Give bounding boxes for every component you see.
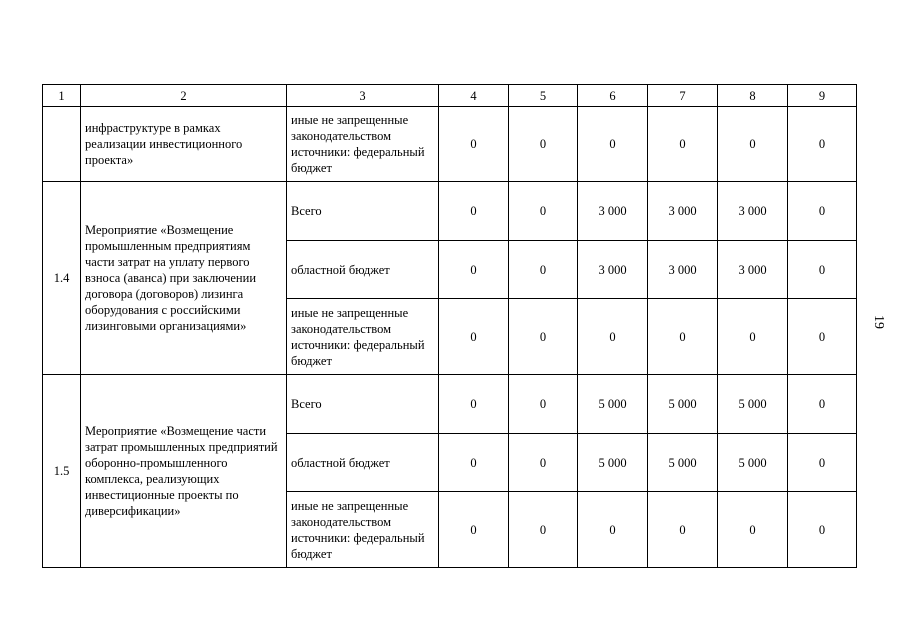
- value-cell: 0: [439, 107, 509, 182]
- value-cell: 0: [788, 492, 857, 568]
- value-cell: 0: [788, 107, 857, 182]
- header-cell: 5: [509, 85, 578, 107]
- value-cell: 0: [509, 492, 578, 568]
- value-cell: 3 000: [718, 182, 788, 241]
- header-cell: 7: [648, 85, 718, 107]
- value-cell: 0: [509, 434, 578, 492]
- value-cell: 3 000: [578, 182, 648, 241]
- funding-source: Всего: [287, 375, 439, 434]
- row-number-cell: 1.5: [43, 375, 81, 568]
- value-cell: 0: [439, 299, 509, 375]
- funding-source: Всего: [287, 182, 439, 241]
- budget-table: [42, 84, 857, 568]
- value-cell: 0: [648, 299, 718, 375]
- value-cell: 5 000: [718, 375, 788, 434]
- value-cell: 0: [509, 182, 578, 241]
- value-cell: 0: [578, 107, 648, 182]
- value-cell: 0: [718, 492, 788, 568]
- value-cell: 0: [439, 375, 509, 434]
- funding-source: иные не запрещенные законодательством источники: федеральный бюджет: [287, 107, 439, 182]
- row-number-cell: [43, 107, 81, 182]
- header-cell: 1: [43, 85, 81, 107]
- page-number: 19: [871, 315, 886, 329]
- value-cell: 0: [509, 241, 578, 299]
- value-cell: 0: [788, 182, 857, 241]
- table-header-row: [43, 85, 857, 107]
- header-cell: 2: [81, 85, 287, 107]
- value-cell: 0: [509, 299, 578, 375]
- value-cell: 0: [439, 241, 509, 299]
- header-cell: 9: [788, 85, 857, 107]
- table-row: [43, 182, 857, 241]
- funding-source: иные не запрещенные законодательством источники: федеральный бюджет: [287, 492, 439, 568]
- value-cell: 0: [509, 375, 578, 434]
- activity-description: инфраструктуре в рамках реализации инвестиционного проекта»: [81, 107, 287, 182]
- value-cell: 0: [788, 299, 857, 375]
- value-cell: 0: [439, 492, 509, 568]
- funding-source: иные не запрещенные законодательством источники: федеральный бюджет: [287, 299, 439, 375]
- table-row: [43, 375, 857, 434]
- row-number-cell: 1.4: [43, 182, 81, 375]
- value-cell: 5 000: [718, 434, 788, 492]
- value-cell: 0: [439, 434, 509, 492]
- funding-source: областной бюджет: [287, 241, 439, 299]
- value-cell: 0: [718, 299, 788, 375]
- value-cell: 0: [578, 299, 648, 375]
- value-cell: 0: [509, 107, 578, 182]
- value-cell: 0: [578, 492, 648, 568]
- value-cell: 0: [439, 182, 509, 241]
- value-cell: 0: [788, 241, 857, 299]
- table-row: [43, 107, 857, 182]
- activity-description: Мероприятие «Возмещение промышленным предприятиям части затрат на уплату первого взноса (аванса) при заключении договора (договоров) лизинга оборудования с российскими лизинговыми организациями»: [81, 182, 287, 375]
- header-cell: 8: [718, 85, 788, 107]
- value-cell: 3 000: [578, 241, 648, 299]
- value-cell: 0: [718, 107, 788, 182]
- value-cell: 0: [788, 434, 857, 492]
- header-cell: 4: [439, 85, 509, 107]
- value-cell: 0: [648, 107, 718, 182]
- value-cell: 5 000: [578, 375, 648, 434]
- value-cell: 5 000: [648, 375, 718, 434]
- value-cell: 5 000: [648, 434, 718, 492]
- activity-description: Мероприятие «Возмещение части затрат промышленных предприятий оборонно-промышленного комплекса, реализующих инвестиционные проекты по диверсификации»: [81, 375, 287, 568]
- value-cell: 3 000: [718, 241, 788, 299]
- header-cell: 3: [287, 85, 439, 107]
- funding-source: областной бюджет: [287, 434, 439, 492]
- value-cell: 0: [788, 375, 857, 434]
- value-cell: 5 000: [578, 434, 648, 492]
- value-cell: 3 000: [648, 182, 718, 241]
- value-cell: 0: [648, 492, 718, 568]
- value-cell: 3 000: [648, 241, 718, 299]
- header-cell: 6: [578, 85, 648, 107]
